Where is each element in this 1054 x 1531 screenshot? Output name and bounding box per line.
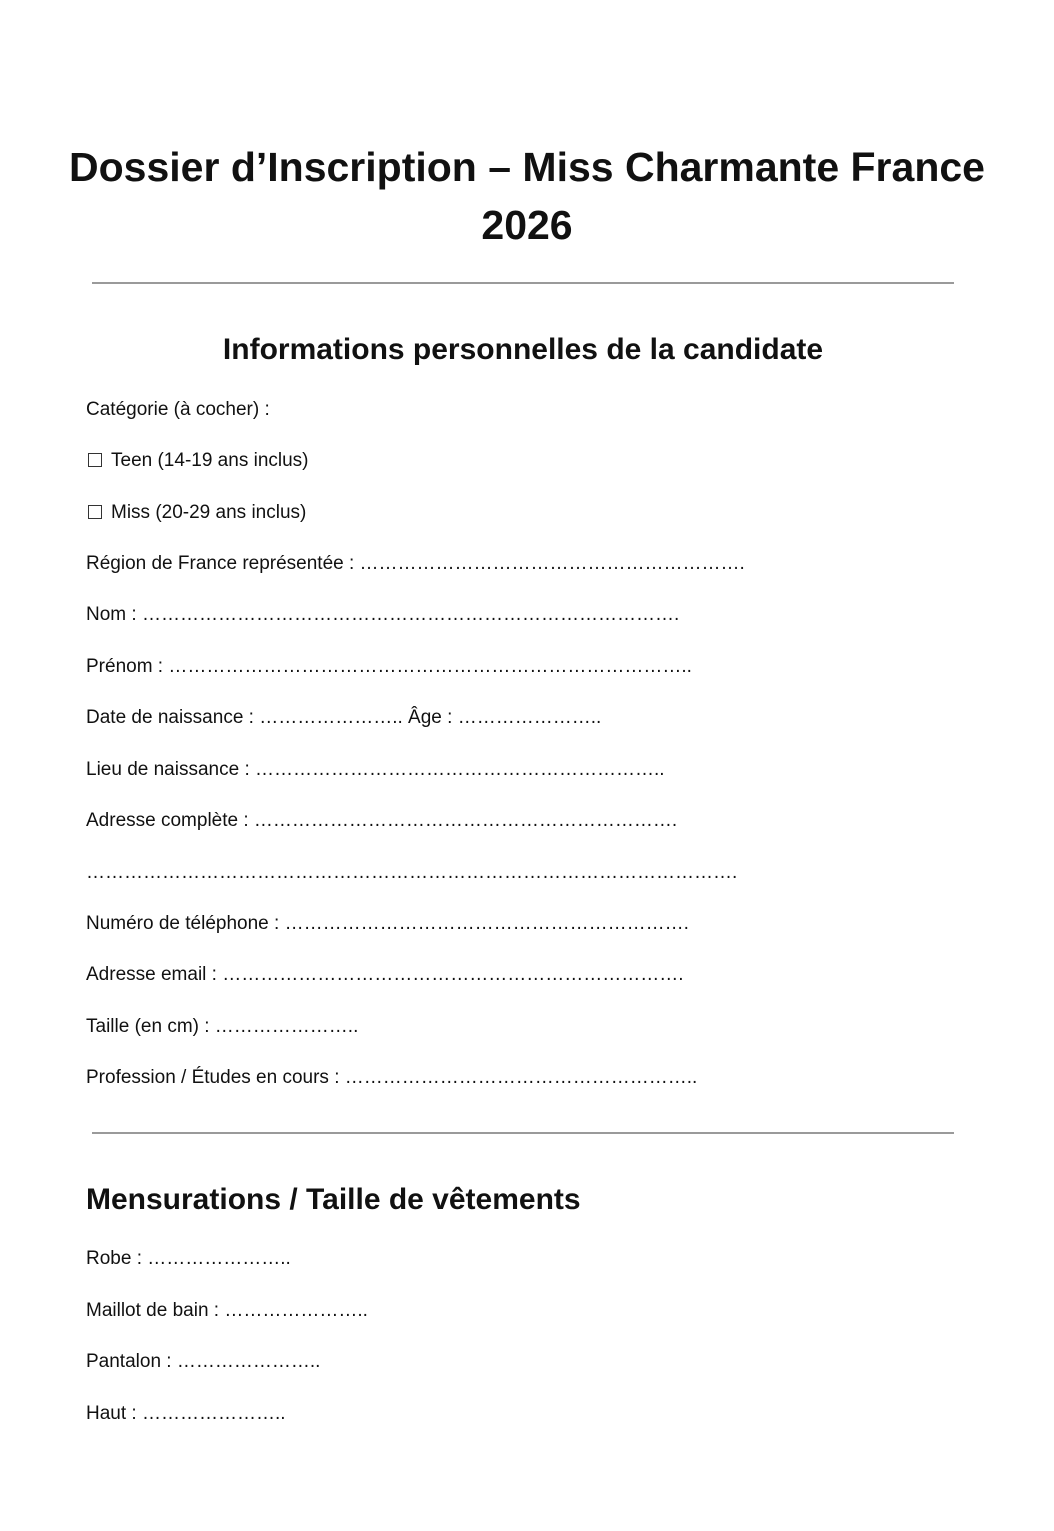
prenom-field[interactable]: Prénom : ……………………………………………………………………….. [86, 656, 692, 677]
top-size-field[interactable]: Haut : ………………….. [86, 1403, 286, 1424]
dress-size-field[interactable]: Robe : ………………….. [86, 1248, 291, 1269]
birth-place-field[interactable]: Lieu de naissance : ……………………………………………………….. [86, 759, 665, 780]
nom-field[interactable]: Nom : …………………………………………………………………………. [86, 604, 680, 625]
checkbox-option-label: Miss (20-29 ans inclus) [111, 502, 307, 523]
category-label: Catégorie (à cocher) : [86, 399, 270, 420]
document-title: Dossier d’Inscription – Miss Charmante France 2026 [69, 144, 985, 248]
height-field[interactable]: Taille (en cm) : ………………….. [86, 1016, 359, 1037]
checkbox-option-miss[interactable] [86, 501, 306, 525]
checkbox-option-teen[interactable] [86, 449, 309, 473]
phone-field[interactable]: Numéro de téléphone : ………………………………………………………. [86, 913, 689, 934]
checkbox-icon[interactable] [88, 505, 102, 519]
checkbox-option-label: Teen (14-19 ans inclus) [111, 450, 309, 471]
email-field[interactable]: Adresse email : ………………………………………………………………. [86, 964, 684, 985]
pants-size-field[interactable]: Pantalon : ………………….. [86, 1351, 321, 1372]
personal-info-heading: Informations personnelles de la candidate [222, 333, 824, 366]
address-field[interactable]: Adresse complète : …………………………………………………………. [86, 810, 678, 831]
horizontal-divider [92, 282, 954, 284]
region-field[interactable]: Région de France représentée : ……………………………………………………. [86, 553, 745, 574]
address-continuation-field[interactable]: …………………………………………………………………………………………. [86, 862, 738, 883]
birth-date-age-field[interactable]: Date de naissance : ………………….. Âge : ………………….. [86, 707, 602, 728]
horizontal-divider [92, 1132, 954, 1134]
measurements-heading: Mensurations / Taille de vêtements [86, 1183, 581, 1216]
profession-field[interactable]: Profession / Études en cours : ……………………………………………….. [86, 1067, 698, 1088]
checkbox-icon[interactable] [88, 453, 102, 467]
swimsuit-size-field[interactable]: Maillot de bain : ………………….. [86, 1300, 368, 1321]
